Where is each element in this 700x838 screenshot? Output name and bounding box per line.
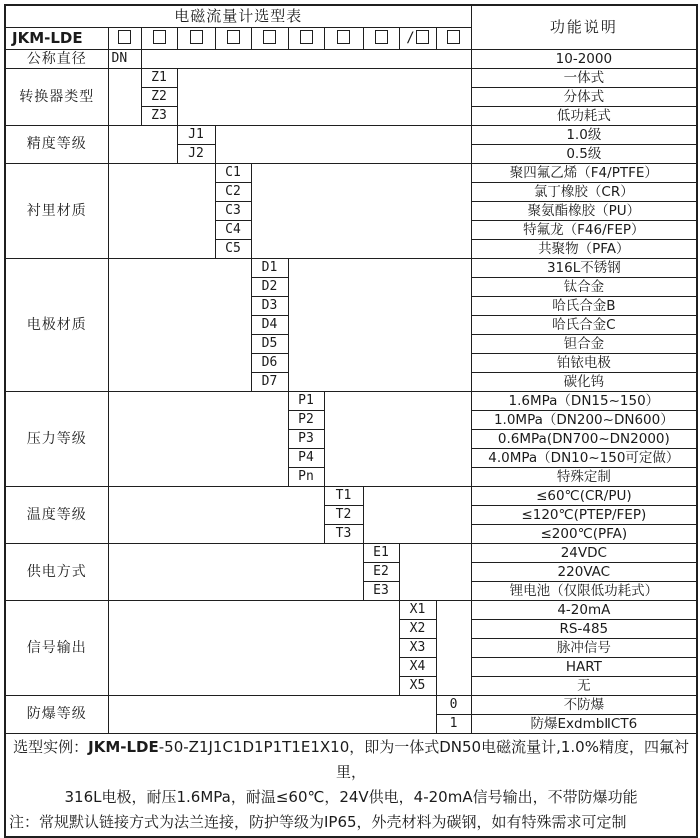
code-p1: P1 (288, 391, 324, 410)
model-digit-cell (363, 27, 399, 49)
code-c4: C4 (215, 220, 251, 239)
code-d1: D1 (251, 258, 288, 277)
empty-cell (108, 163, 215, 258)
desc-d2: 钛合金 (471, 277, 697, 296)
checkbox-icon (337, 30, 350, 44)
empty-cell (324, 391, 471, 486)
code-x5: X5 (399, 676, 436, 695)
checkbox-icon (416, 30, 429, 44)
empty-cell (288, 258, 471, 391)
empty-cell (177, 68, 471, 125)
desc-dn: 10-2000 (471, 49, 697, 68)
code-e2: E2 (363, 562, 399, 581)
code-j2: J2 (177, 144, 215, 163)
code-d6: D6 (251, 353, 288, 372)
param-label-temperature: 温度等级 (5, 486, 108, 543)
desc-d4: 哈氏合金C (471, 315, 697, 334)
empty-cell (108, 695, 436, 733)
checkbox-icon (118, 30, 131, 44)
code-pn: Pn (288, 467, 324, 486)
code-d7: D7 (251, 372, 288, 391)
desc-j1: 1.0级 (471, 125, 697, 144)
desc-t2: ≤120℃(PTEP/FEP) (471, 505, 697, 524)
model-digit-cell (324, 27, 363, 49)
param-label-dn: 公称直径 (5, 49, 108, 68)
example-rest: -50-Z1J1C1D1P1T1E1X10，即为一体式DN50电磁流量计,1.0%精度，四氟衬里， (158, 737, 689, 781)
desc-d1: 316L不锈钢 (471, 258, 697, 277)
desc-c3: 聚氨酯橡胶（PU） (471, 201, 697, 220)
empty-cell (251, 163, 471, 258)
empty-cell (399, 543, 471, 600)
checkbox-icon (227, 30, 240, 44)
code-dn: DN (108, 49, 141, 68)
param-label-converter-type: 转换器类型 (5, 68, 108, 125)
model-digit-cell (177, 27, 215, 49)
empty-cell (363, 486, 471, 543)
code-e1: E1 (363, 543, 399, 562)
code-z2: Z2 (141, 87, 177, 106)
desc-c1: 聚四氟乙烯（F4/PTFE） (471, 163, 697, 182)
code-x2: X2 (399, 619, 436, 638)
desc-x2: RS-485 (471, 619, 697, 638)
desc-z1: 一体式 (471, 68, 697, 87)
empty-cell (108, 68, 141, 125)
desc-c5: 共聚物（PFA） (471, 239, 697, 258)
example-line2: 316L电极，耐压1.6MPa，耐温≤60℃，24V供电，4-20mA信号输出，不带防爆功能 (64, 787, 638, 806)
empty-cell (108, 543, 363, 600)
param-label-power-supply: 供电方式 (5, 543, 108, 600)
code-p3: P3 (288, 429, 324, 448)
code-t1: T1 (324, 486, 363, 505)
code-d5: D5 (251, 334, 288, 353)
desc-p2: 1.0MPa（DN200~DN600） (471, 410, 697, 429)
empty-cell (141, 49, 471, 68)
desc-d7: 碳化钨 (471, 372, 697, 391)
checkbox-icon (375, 30, 388, 44)
desc-x1: 4-20mA (471, 600, 697, 619)
desc-p1: 1.6MPa（DN15~150） (471, 391, 697, 410)
model-digit-cell (108, 27, 141, 49)
code-j1: J1 (177, 125, 215, 144)
code-z3: Z3 (141, 106, 177, 125)
empty-cell (108, 391, 288, 486)
function-column-header: 功能说明 (471, 5, 697, 49)
desc-t1: ≤60℃(CR/PU) (471, 486, 697, 505)
selection-table (4, 4, 698, 838)
param-label-accuracy: 精度等级 (5, 125, 108, 163)
checkbox-icon (190, 30, 203, 44)
model-digit-cell (141, 27, 177, 49)
selection-example (9, 735, 693, 810)
slash-separator: / (406, 30, 415, 46)
desc-t3: ≤200℃(PFA) (471, 524, 697, 543)
code-x1: X1 (399, 600, 436, 619)
code-e3: E3 (363, 581, 399, 600)
desc-x4: HART (471, 657, 697, 676)
checkbox-icon (263, 30, 276, 44)
desc-z2: 分体式 (471, 87, 697, 106)
example-prefix: 选型实例： (13, 737, 89, 756)
code-c2: C2 (215, 182, 251, 201)
desc-ex1: 防爆ExdmbⅡCT6 (471, 714, 697, 733)
code-p4: P4 (288, 448, 324, 467)
code-p2: P2 (288, 410, 324, 429)
code-c3: C3 (215, 201, 251, 220)
desc-d6: 铂铱电极 (471, 353, 697, 372)
code-x3: X3 (399, 638, 436, 657)
desc-x3: 脉冲信号 (471, 638, 697, 657)
example-model: JKM-LDE (88, 737, 159, 756)
code-c1: C1 (215, 163, 251, 182)
param-label-electrode: 电极材质 (5, 258, 108, 391)
note-text: 注：常规默认链接方式为法兰连接，防护等级为IP65，外壳材料为碳钢，如有特殊需求可定制 (9, 812, 627, 831)
desc-c2: 氯丁橡胶（CR） (471, 182, 697, 201)
desc-c4: 特氟龙（F46/FEP） (471, 220, 697, 239)
empty-cell (215, 125, 471, 163)
empty-cell (108, 258, 251, 391)
desc-ex0: 不防爆 (471, 695, 697, 714)
desc-p3: 0.6MPa(DN700~DN2000) (471, 429, 697, 448)
code-x4: X4 (399, 657, 436, 676)
empty-cell (436, 600, 471, 695)
code-c5: C5 (215, 239, 251, 258)
desc-x5: 无 (471, 676, 697, 695)
table-title: 电磁流量计选型表 (5, 5, 471, 27)
checkbox-icon (153, 30, 166, 44)
desc-e3: 锂电池（仅限低功耗式） (471, 581, 697, 600)
checkbox-icon (447, 30, 460, 44)
empty-cell (108, 486, 324, 543)
checkbox-icon (300, 30, 313, 44)
code-d4: D4 (251, 315, 288, 334)
desc-pn: 特殊定制 (471, 467, 697, 486)
param-label-lining: 衬里材质 (5, 163, 108, 258)
code-t2: T2 (324, 505, 363, 524)
model-digit-cell-slash (399, 27, 436, 49)
desc-d5: 钽合金 (471, 334, 697, 353)
model-digit-cell (215, 27, 251, 49)
desc-d3: 哈氏合金B (471, 296, 697, 315)
model-digit-cell (288, 27, 324, 49)
code-ex1: 1 (436, 714, 471, 733)
param-label-pressure: 压力等级 (5, 391, 108, 486)
param-label-signal-output: 信号输出 (5, 600, 108, 695)
param-label-explosion-proof: 防爆等级 (5, 695, 108, 733)
code-d2: D2 (251, 277, 288, 296)
desc-j2: 0.5级 (471, 144, 697, 163)
desc-z3: 低功耗式 (471, 106, 697, 125)
empty-cell (108, 125, 177, 163)
code-d3: D3 (251, 296, 288, 315)
code-t3: T3 (324, 524, 363, 543)
code-z1: Z1 (141, 68, 177, 87)
model-digit-cell (436, 27, 471, 49)
footer-cell (5, 733, 697, 837)
desc-p4: 4.0MPa（DN10~150可定做） (471, 448, 697, 467)
model-code: JKM-LDE (5, 27, 108, 49)
model-digit-cell (251, 27, 288, 49)
desc-e1: 24VDC (471, 543, 697, 562)
code-ex0: 0 (436, 695, 471, 714)
empty-cell (108, 600, 399, 695)
desc-e2: 220VAC (471, 562, 697, 581)
